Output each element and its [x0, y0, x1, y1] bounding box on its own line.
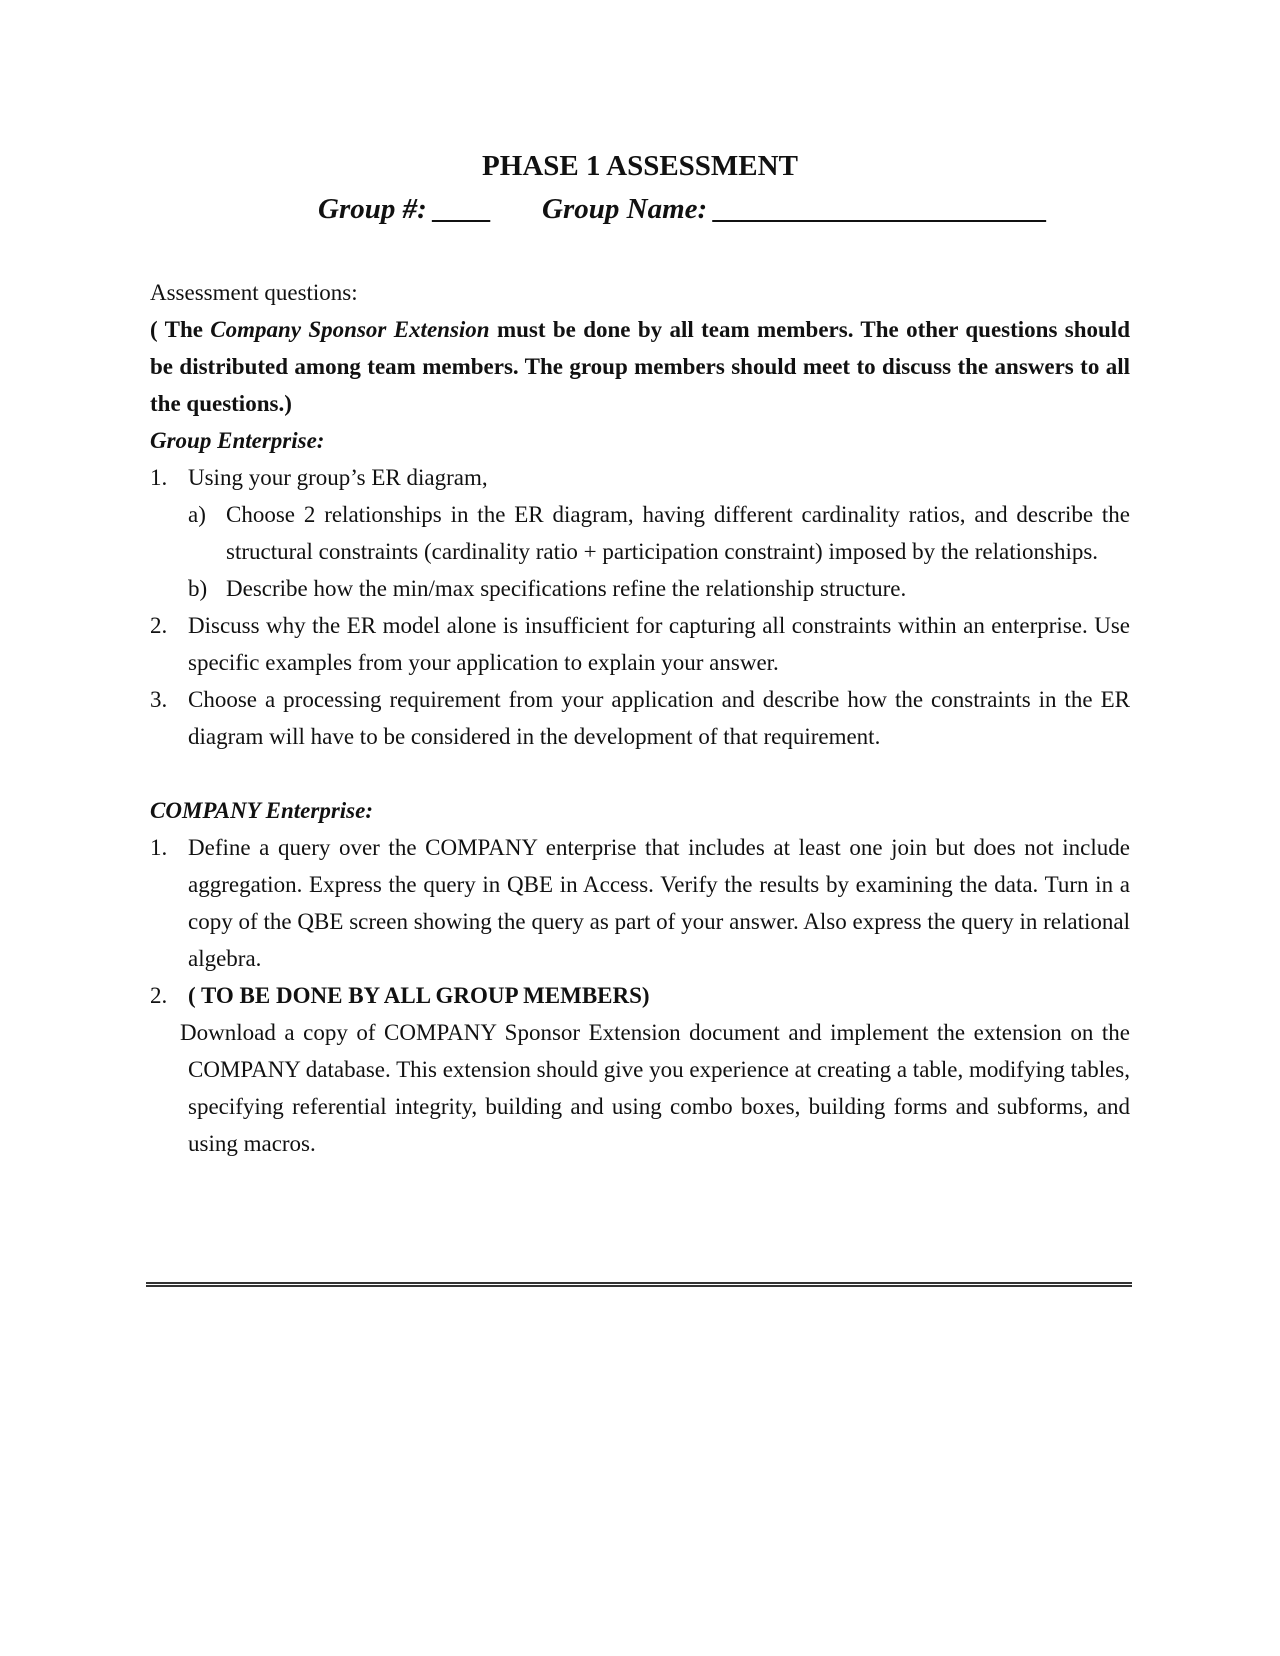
sub-question-text: Choose 2 relationships in the ER diagram, having different cardinality ratios, and describe the structural constraints (cardinality ratio + participation constraint) imposed by the relationships.: [226, 502, 1130, 564]
company-enterprise-heading: COMPANY Enterprise:: [150, 798, 373, 823]
question-item: [150, 607, 1130, 681]
page-title: PHASE 1 ASSESSMENT: [482, 150, 798, 182]
document-body: [150, 274, 1130, 1162]
question-text: Choose a processing requirement from your application and describe how the constraints in the ER diagram will have to be considered in the development of that requirement.: [188, 687, 1130, 749]
question-item: [150, 977, 1130, 1014]
question-number: 2.: [150, 983, 168, 1008]
intro-note-open: ( The: [150, 317, 211, 342]
double-divider-line: [146, 1282, 1132, 1287]
question-item: [150, 681, 1130, 755]
question-item: [150, 829, 1130, 977]
question-number: 3.: [150, 687, 168, 712]
question-text: Using your group’s ER diagram,: [188, 465, 488, 490]
sub-question-text: Describe how the min/max specifications refine the relationship structure.: [226, 576, 907, 601]
intro-note-rest: must be done by all team members. The other questions should be distributed among team members. The group members should meet to discuss the answers to all the questions.): [150, 317, 1130, 416]
question-item: [150, 459, 1130, 496]
section-spacer: [150, 755, 1130, 792]
question-number: 1.: [150, 465, 168, 490]
intro-note: [150, 311, 1130, 422]
question-number: 2.: [150, 613, 168, 638]
sub-question-item: [150, 570, 1130, 607]
group-name-field: Group Name: _______________________: [542, 193, 1048, 225]
question-text: Define a query over the COMPANY enterprise that includes at least one join but does not include aggregation. Express the query in QBE in Access. Verify the results by examining the data. Turn in a copy of the QBE screen showing the query as part of your answer. Also express the query in relational algebra.: [188, 835, 1130, 971]
question-text: Discuss why the ER model alone is insufficient for capturing all constraints within an enterprise. Use specific examples from your application to explain your answer.: [188, 613, 1130, 675]
group-info-line: [318, 193, 1048, 226]
assessment-label: Assessment questions:: [150, 280, 358, 305]
question-number: 1.: [150, 835, 168, 860]
sub-question-item: [150, 496, 1130, 570]
question-text: Download a copy of COMPANY Sponsor Extension document and implement the extension on the COMPANY database. This extension should give you experience at creating a table, modifying tables, specifying referential integrity, building and using combo boxes, building forms and subforms, and using macros.: [180, 1020, 1130, 1156]
question-heading: ( TO BE DONE BY ALL GROUP MEMBERS): [188, 983, 650, 1008]
group-number-field: Group #: ____: [318, 193, 493, 225]
sub-question-number: b): [188, 576, 208, 601]
group-enterprise-heading: Group Enterprise:: [150, 428, 325, 453]
sub-question-number: a): [188, 502, 206, 527]
intro-note-emphasis: Company Sponsor Extension: [210, 317, 490, 342]
